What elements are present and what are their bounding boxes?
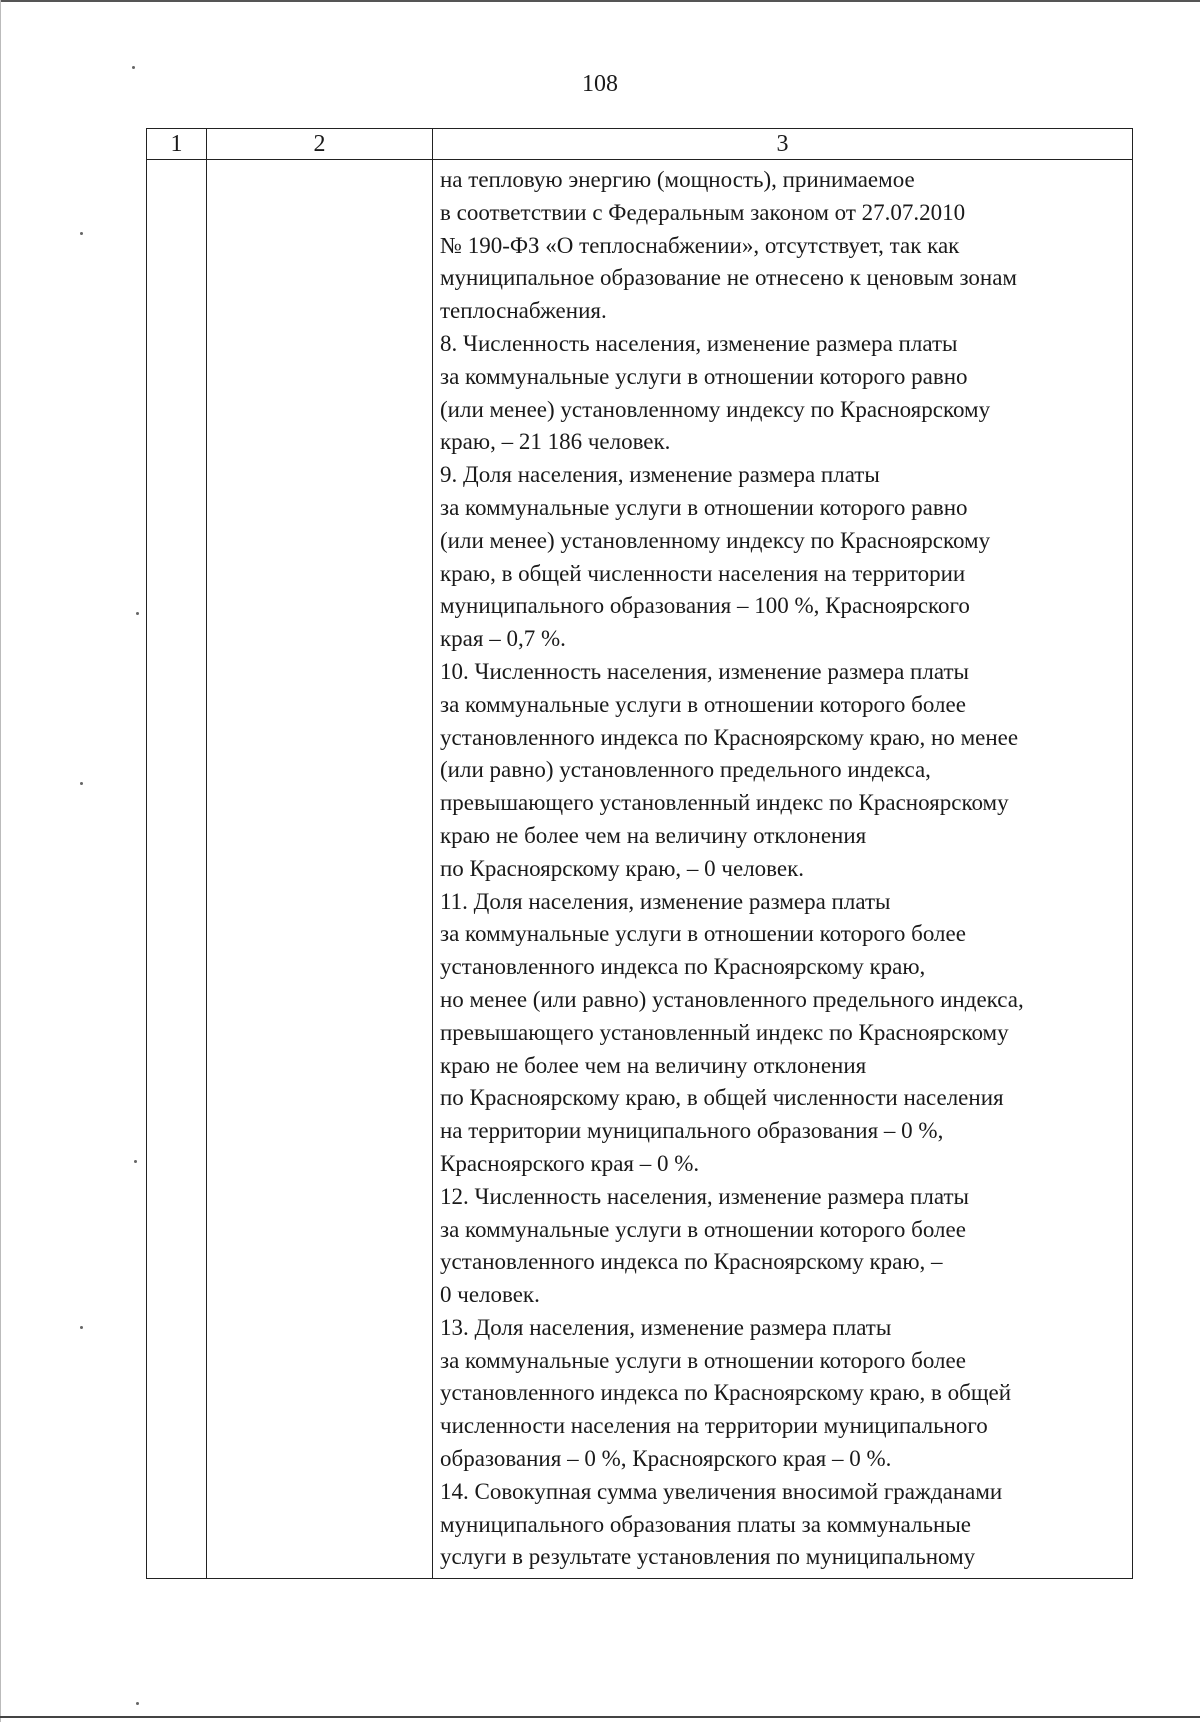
text-line: превышающего установленный индекс по Красноярскому: [440, 790, 1009, 816]
text-line: муниципального образования платы за коммунальные: [440, 1511, 971, 1537]
text-line: за коммунальные услуги в отношении которого равно: [440, 363, 968, 389]
text-line: теплоснабжения.: [440, 298, 607, 324]
cell-column-2: [207, 160, 433, 1579]
text-line: на территории муниципального образования – 0 %,: [440, 1118, 944, 1144]
text-line: 9. Доля населения, изменение размера платы: [440, 462, 880, 488]
text-line: 12. Численность населения, изменение размера платы: [440, 1183, 969, 1209]
text-line: Красноярского края – 0 %.: [440, 1150, 700, 1176]
text-line: численности населения на территории муниципального: [440, 1413, 988, 1439]
text-line: по Красноярскому краю, – 0 человек.: [440, 855, 805, 881]
text-line: (или менее) установленному индексу по Красноярскому: [440, 396, 991, 422]
text-line: но менее (или равно) установленного предельного индекса,: [440, 986, 1024, 1012]
text-line: за коммунальные услуги в отношении которого более: [440, 1347, 966, 1373]
text-line: 11. Доля населения, изменение размера платы: [440, 888, 891, 914]
text-line: краю не более чем на величину отклонения: [440, 1052, 867, 1078]
text-line: 14. Совокупная сумма увеличения вносимой гражданами: [440, 1478, 1003, 1504]
cell-column-1: [147, 160, 207, 1579]
text-line: превышающего установленный индекс по Красноярскому: [440, 1019, 1009, 1045]
text-line: по Красноярскому краю, в общей численности населения: [440, 1085, 1004, 1111]
text-line: в соответствии с Федеральным законом от 27.07.2010: [440, 199, 966, 225]
page-edge-left: [0, 0, 1, 1722]
table-header-row: [147, 129, 1133, 160]
text-line: № 190-ФЗ «О теплоснабжении», отсутствует, так как: [440, 232, 960, 258]
text-line: муниципальное образование не отнесено к ценовым зонам: [440, 265, 1017, 291]
cell-column-3: [433, 160, 1133, 1579]
text-line: установленного индекса по Красноярскому краю, но менее: [440, 724, 1019, 750]
column-header-1: 1: [147, 129, 207, 160]
text-line: краю, – 21 186 человек.: [440, 429, 671, 455]
text-line: 10. Численность населения, изменение размера платы: [440, 658, 969, 684]
table-row: [147, 160, 1133, 1579]
column-header-3: 3: [433, 129, 1133, 160]
text-line: (или менее) установленному индексу по Красноярскому: [440, 527, 991, 553]
text-line: краю не более чем на величину отклонения: [440, 822, 867, 848]
text-line: установленного индекса по Красноярскому краю, –: [440, 1249, 943, 1275]
text-line: краю, в общей численности населения на территории: [440, 560, 966, 586]
text-line: образования – 0 %, Красноярского края – 0 %.: [440, 1446, 892, 1472]
text-line: 8. Численность населения, изменение размера платы: [440, 330, 958, 356]
text-line: края – 0,7 %.: [440, 626, 566, 652]
text-line: за коммунальные услуги в отношении которого равно: [440, 494, 968, 520]
page-edge-top: [0, 0, 1200, 2]
text-line: на тепловую энергию (мощность), принимаемое: [440, 167, 915, 192]
text-line: за коммунальные услуги в отношении которого более: [440, 921, 966, 947]
text-line: 0 человек.: [440, 1282, 540, 1308]
text-line: за коммунальные услуги в отношении которого более: [440, 691, 966, 717]
document-table: [146, 128, 1133, 1579]
page-number: 108: [582, 71, 618, 97]
text-line: 13. Доля населения, изменение размера платы: [440, 1314, 892, 1340]
column-header-2: 2: [207, 129, 433, 160]
text-line: (или равно) установленного предельного индекса,: [440, 757, 931, 783]
text-line: услуги в результате установления по муниципальному: [440, 1544, 976, 1570]
text-line: муниципального образования – 100 %, Красноярского: [440, 593, 970, 619]
page-edge-bottom: [0, 1716, 1200, 1718]
text-line: за коммунальные услуги в отношении которого более: [440, 1216, 966, 1242]
text-line: установленного индекса по Красноярскому краю, в общей: [440, 1380, 1012, 1406]
text-line: установленного индекса по Красноярскому краю,: [440, 954, 926, 980]
